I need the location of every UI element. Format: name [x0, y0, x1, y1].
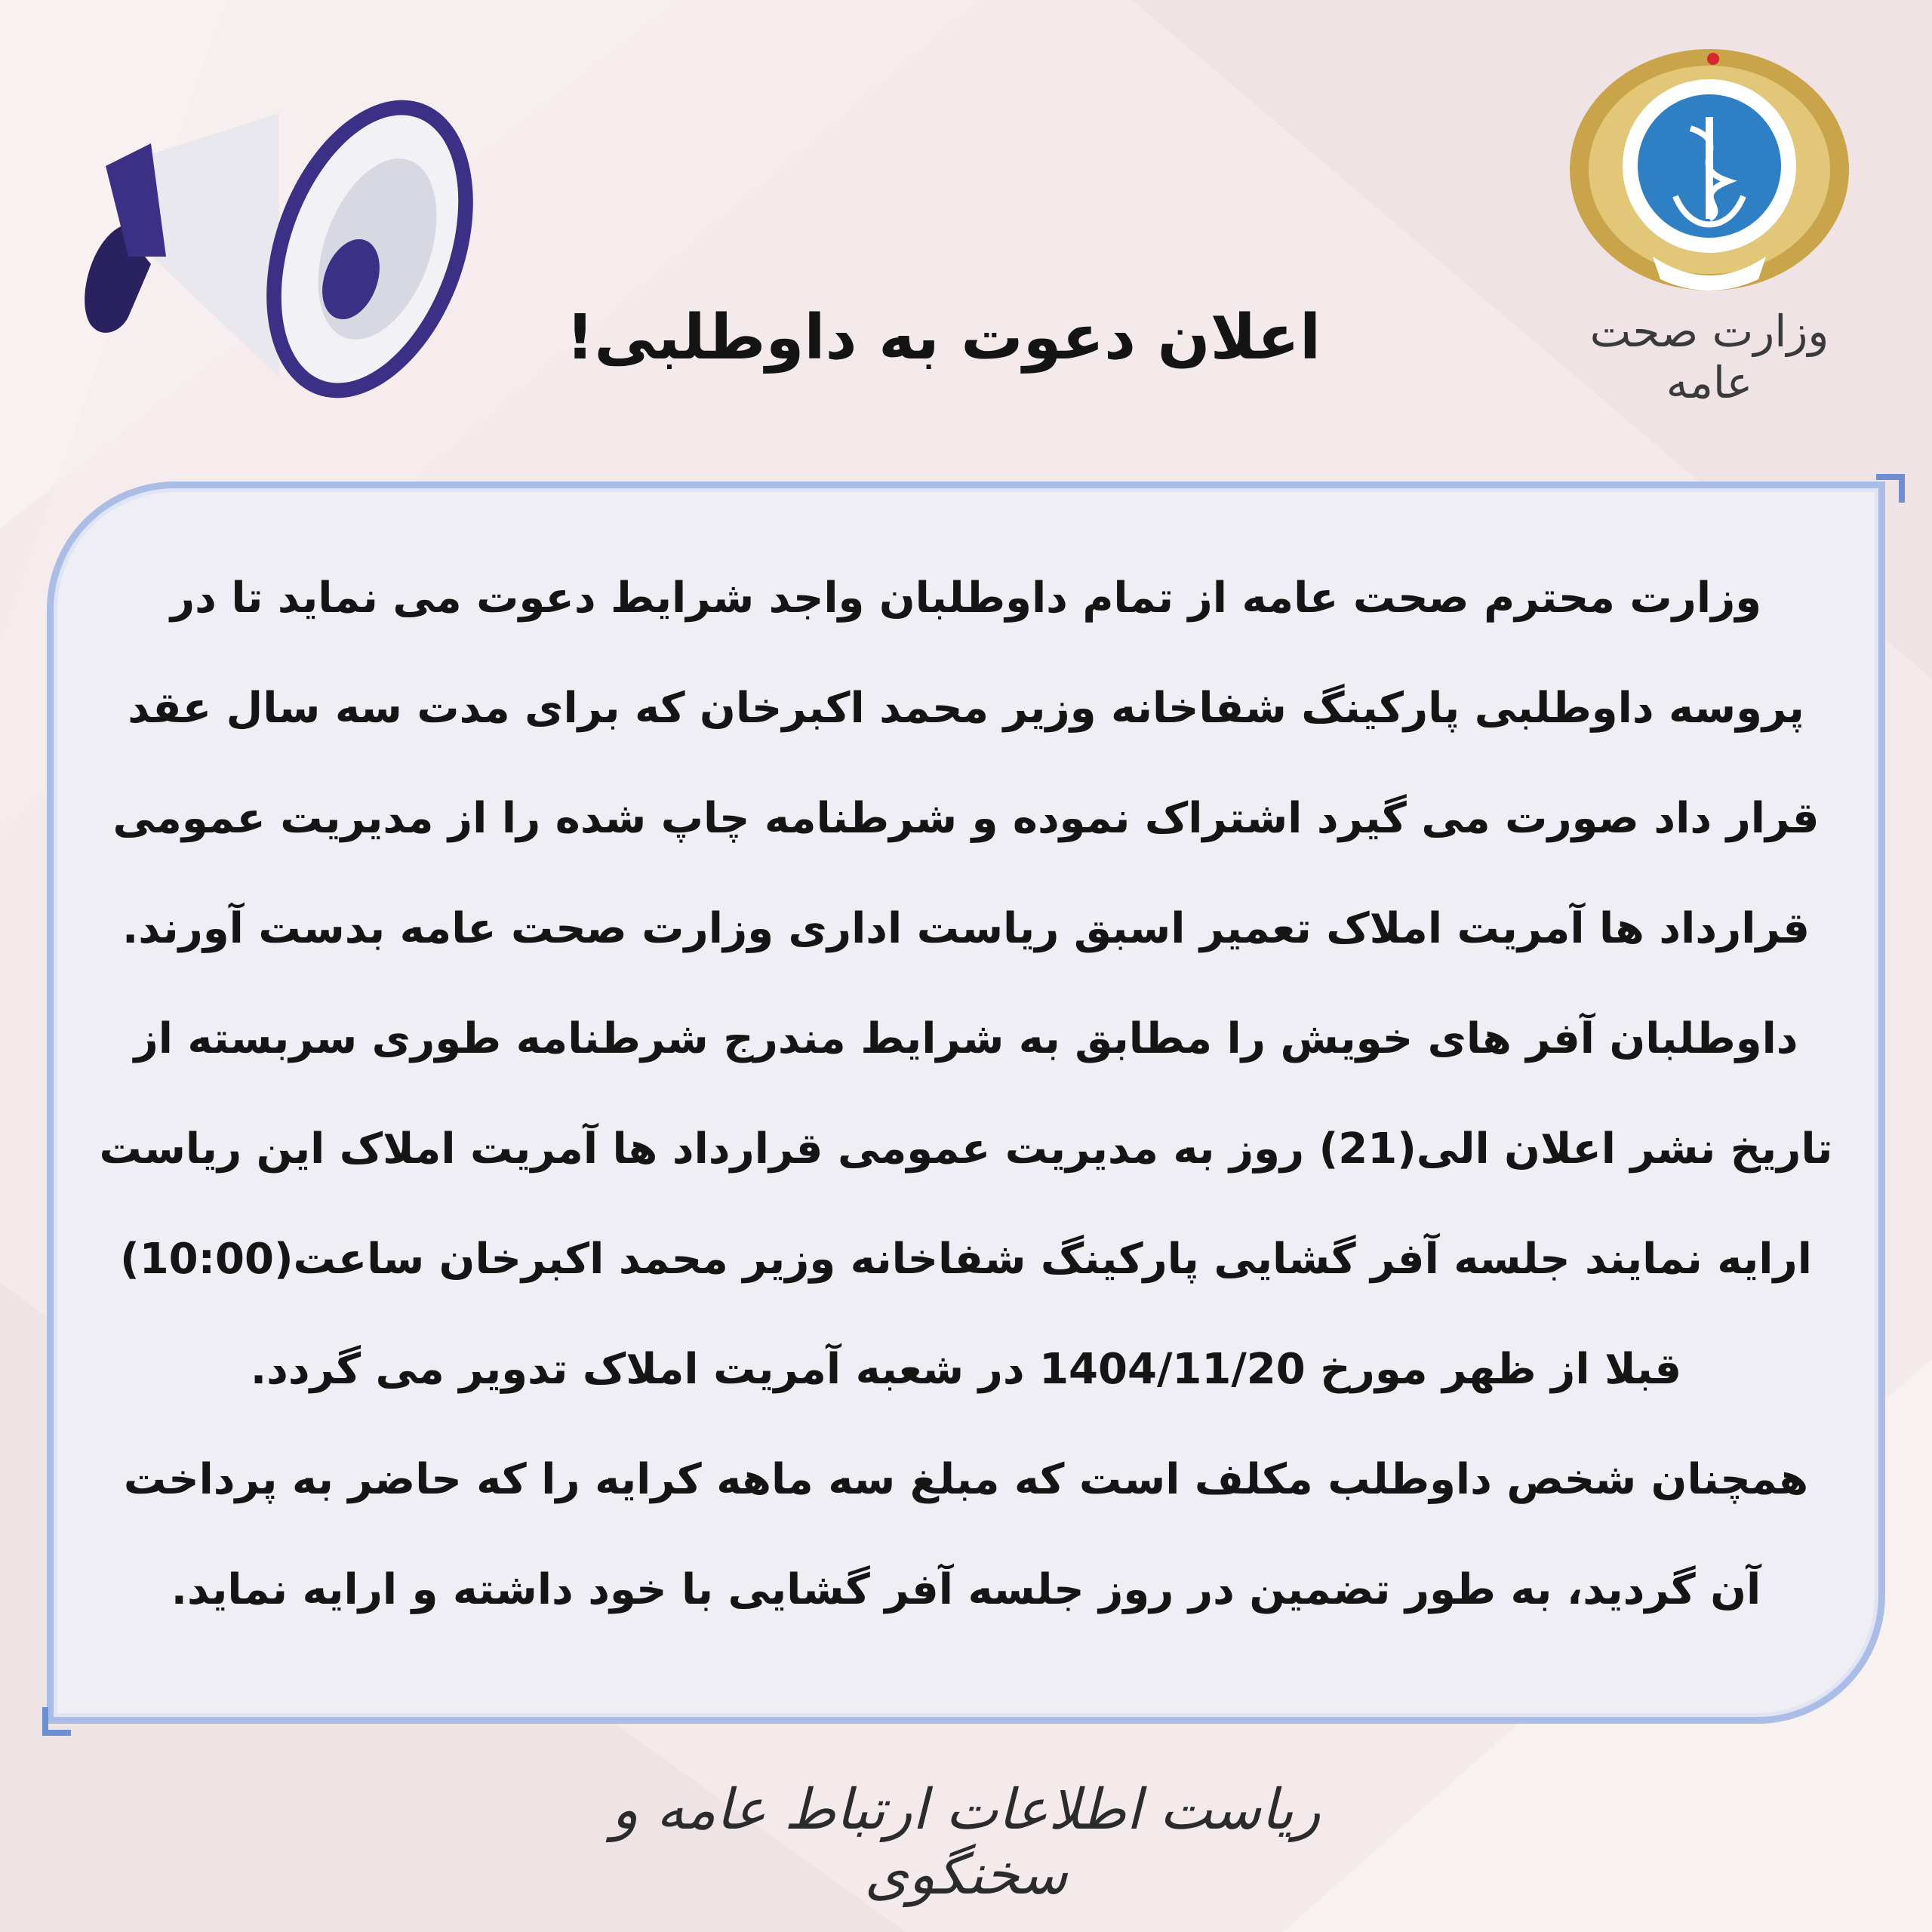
- megaphone-icon: [75, 53, 483, 400]
- paragraph-guarantee: همچنان شخص داوطلب مکلف است که مبلغ سه ماهه کرایه را که حاضر به پرداخت آن گردید، به طور تضمین در روز جلسه آفر گشایی با خود داشته و ارایه نماید.: [123, 1455, 1809, 1614]
- page-title: اعلان دعوت به داوطلبی!: [565, 302, 1321, 374]
- footer-signature: ریاست اطلاعات ارتباط عامه و سخنگوی: [611, 1777, 1321, 1907]
- panel-corner-mark: [1876, 474, 1905, 503]
- panel-corner-mark: [42, 1707, 71, 1736]
- ministry-caption: وزارت صحت عامه: [1589, 306, 1829, 408]
- paragraph-invitation: وزارت محترم صحت عامه از تمام داوطلبان واجد شرایط دعوت می نماید تا در پروسه داوطلبی پارکینگ شفاخانه وزیر محمد اکبرخان که برای مدت سه سال عقد قرار داد صورت می گیرد اشتراک نموده و شرطنامه چاپ شده را از مدیریت عمومی قرارداد ها آمریت املاک تعمیر اسبق ریاست اداری وزارت صحت عامه بدست آورند.: [112, 574, 1820, 953]
- paragraph-submission: داوطلبان آفر های خویش را مطابق به شرایط مندرج شرطنامه طوری سربسته از تاریخ نشر اعلان الی(21) روز به مدیریت عمومی قرارداد ها آمریت املاک این ریاست ارایه نمایند جلسه آفر گشایی پارکینگ شفاخانه وزیر محمد اکبرخان ساعت(10:00) قبلا از ظهر مورخ 1404/11/20 در شعبه آمریت املاک تدویر می گردد.: [99, 1014, 1833, 1394]
- ministry-logo: [1562, 45, 1857, 302]
- announcement-body: [98, 543, 1834, 1645]
